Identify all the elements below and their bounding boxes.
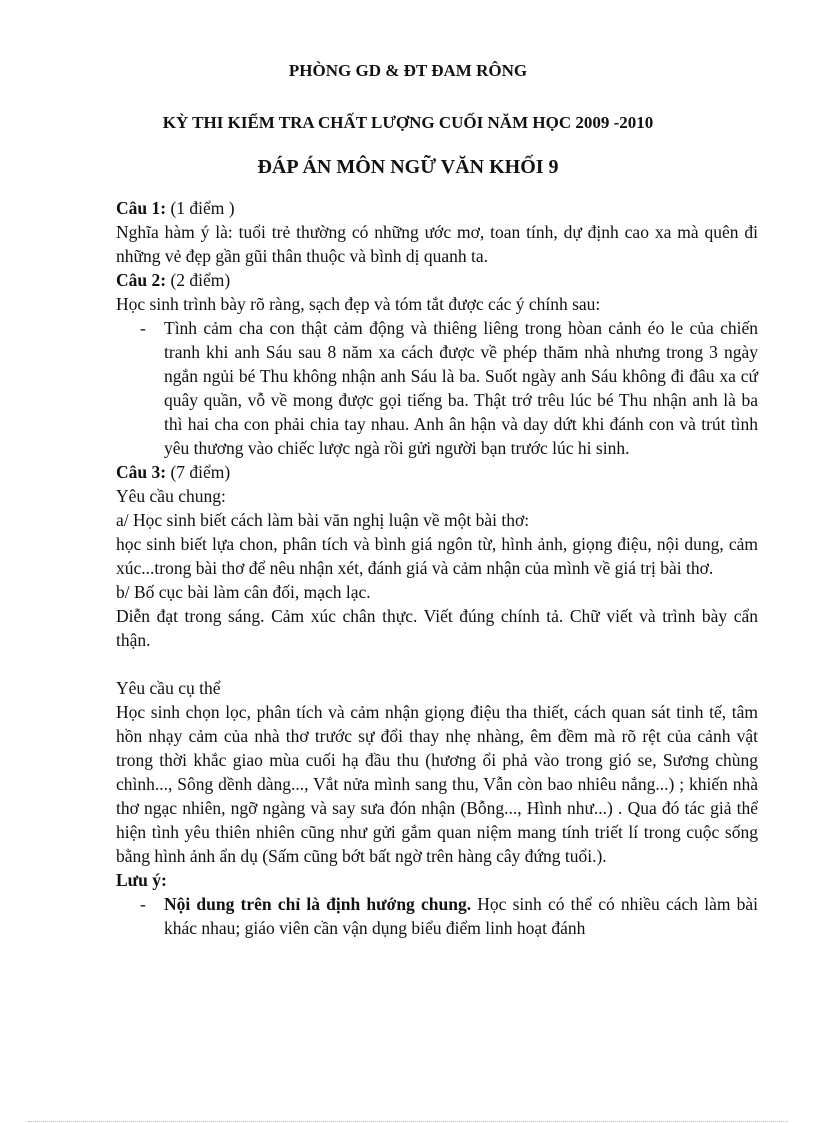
q3-a-detail: học sinh biết lựa chon, phân tích và bình giá ngôn từ, hình ảnh, giọng điệu, nội dung, cảm xúc...trong bài thơ để nêu nhận xét, đánh giá và cảm nhận của mình về giá trị bài thơ. (116, 534, 758, 578)
q2-bullet (116, 316, 758, 460)
q3-a: a/ Học sinh biết cách làm bài văn nghị luận về một bài thơ: (116, 510, 530, 530)
note-bullet-bold: Nội dung trên chỉ là định hướng chung. (164, 894, 472, 914)
q3-label: Câu 3: (116, 462, 167, 482)
q3-points: (7 điểm) (170, 462, 231, 482)
page-title: ĐÁP ÁN MÔN NGỮ VĂN KHỐI 9 (257, 156, 559, 178)
q2-intro: Học sinh trình bày rõ ràng, sạch đẹp và tóm tắt được các ý chính sau: (116, 294, 601, 314)
q1-text: Nghĩa hàm ý là: tuổi trẻ thường có những ước mơ, toan tính, dự định cao xa mà quên đi những vẻ đẹp gần gũi thân thuộc và bình dị quanh ta. (116, 222, 758, 266)
q2-bullet-text: Tình cảm cha con thật cảm động và thiêng liêng trong hòan cảnh éo le của chiến tranh khi anh Sáu sau 8 năm xa cách được về phép thăm nhà nhưng trong 3 ngày ngắn ngủi bé Thu không nhận anh Sáu là ba. Suốt ngày anh Sáu không đi đâu xa cứ quây quần, vỗ về mong được gọi tiếng ba. Thật trớ trêu lúc bé Thu nhận anh là ba thì hai cha con phải chia tay nhau. Anh ân hận và day dứt khi đánh con và trút tình yêu thương vào chiếc lược ngà rồi gửi người bạn trước lúc hi sinh. (164, 318, 758, 458)
note-bullet (116, 892, 758, 940)
spacer (116, 652, 758, 676)
q3-general-title: Yêu cầu chung: (116, 486, 226, 506)
note-title: Lưu ý: (116, 870, 167, 890)
page-bottom-border (28, 1121, 788, 1122)
answer-body (116, 196, 758, 940)
q3-specific-title: Yêu cầu cụ thể (116, 678, 221, 698)
q2-heading (116, 268, 758, 292)
exam-heading: KỲ THI KIỂM TRA CHẤT LƯỢNG CUỐI NĂM HỌC 2009 -2010 (162, 113, 654, 132)
bullet-dash: - (140, 894, 146, 914)
q2-points: (2 điểm) (170, 270, 231, 290)
q3-b-detail: Diễn đạt trong sáng. Cảm xúc chân thực. Viết đúng chính tả. Chữ viết và trình bày cẩn thận. (116, 606, 758, 650)
bullet-dash: - (140, 318, 146, 338)
q1-heading (116, 196, 758, 220)
q2-label: Câu 2: (116, 270, 167, 290)
q3-specific-text: Học sinh chọn lọc, phân tích và cảm nhận giọng điệu tha thiết, cách quan sát tinh tế, tâm hồn nhạy cảm của nhà thơ trước sự đổi thay nhẹ nhàng, êm đềm mà rõ rệt của cảnh vật trong thời khắc giao mùa cuối hạ đầu thu (hương ổi phả vào trong gió se, Sương chùng chình..., Sông dềnh dàng..., Vắt nửa mình sang thu, Vẫn còn bao nhiêu nắng...) ; khiến nhà thơ ngạc nhiên, ngỡ ngàng và say sưa đón nhận (Bỗng..., Hình như...) . Qua đó tác giả thể hiện tình yêu thiên nhiên cũng như gửi gắm quan niệm mang tính triết lí trong cuộc sống bằng hình ảnh ẩn dụ (Sấm cũng bớt bất ngờ trên hàng cây đứng tuổi.). (116, 702, 758, 866)
q3-b: b/ Bố cục bài làm cân đối, mạch lạc. (116, 582, 371, 602)
q1-points: (1 điểm ) (170, 198, 235, 218)
office-heading: PHÒNG GD & ĐT ĐAM RÔNG (288, 61, 528, 80)
q3-heading (116, 460, 758, 484)
note-bullet-rest: Học sinh có thể có nhiều cách làm bài khác nhau; giáo viên cần vận dụng biểu điểm linh hoạt đánh (164, 894, 759, 938)
q1-label: Câu 1: (116, 198, 167, 218)
